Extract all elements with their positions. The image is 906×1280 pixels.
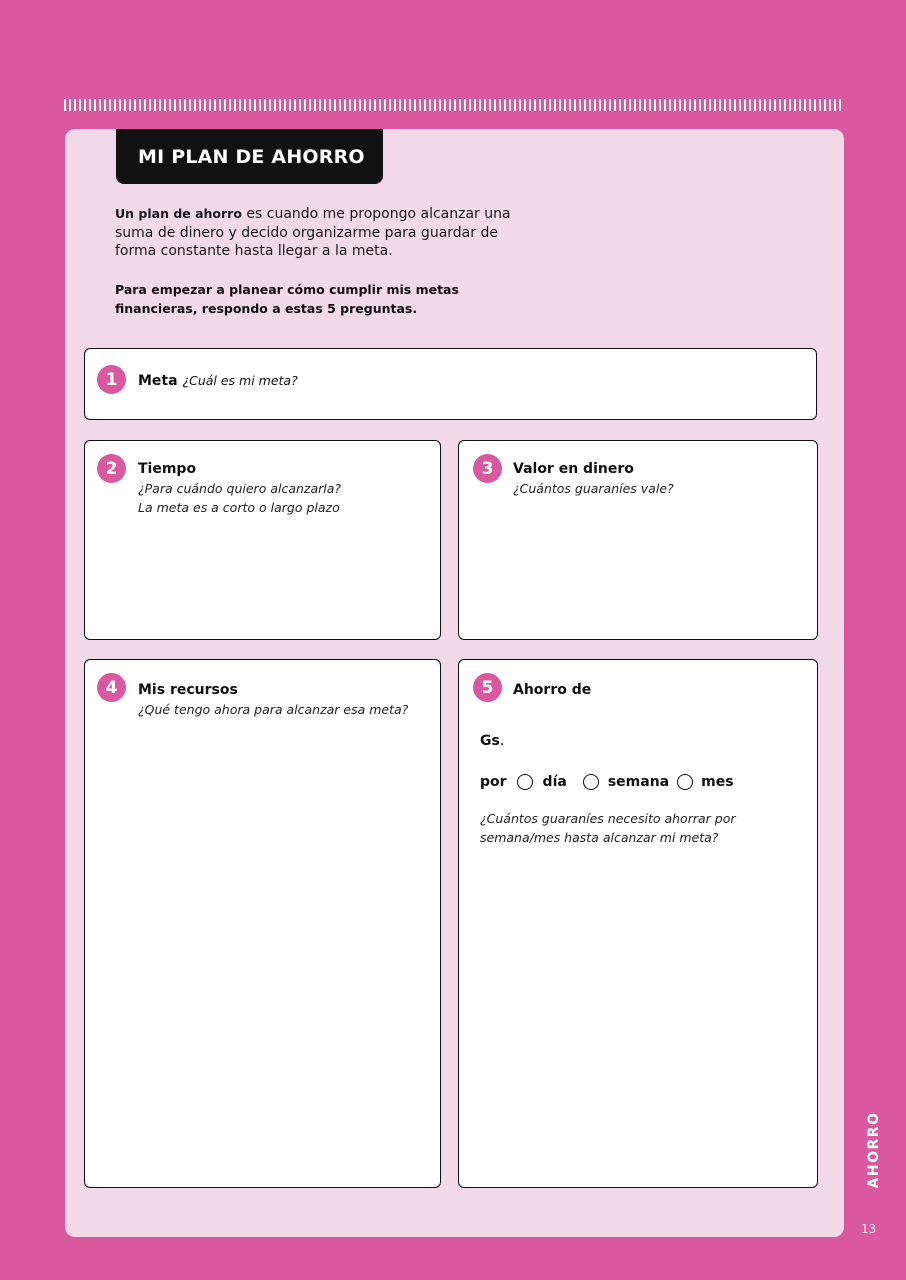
question-subtitle-valor: ¿Cuántos guaraníes vale? (513, 481, 674, 496)
ahorro-subtitle-line2: semana/mes hasta alcanzar mi meta? (480, 830, 719, 845)
section-side-label: AHORRO (866, 1111, 882, 1189)
decorative-tick-bar (64, 99, 844, 111)
intro-text: es cuando me propongo alcanzar una suma de dinero y decido organizarme para guardar de forma constante hasta llegar a la meta. (115, 206, 511, 259)
tiempo-subtitle-line2: La meta es a corto o largo plazo (138, 500, 340, 515)
question-title-ahorro: Ahorro de (513, 682, 592, 698)
page-title-text: MI PLAN DE AHORRO (138, 145, 365, 168)
question-number-badge: 1 (97, 365, 126, 394)
question-title-recursos: Mis recursos (138, 682, 238, 698)
question-title-tiempo: Tiempo (138, 461, 197, 477)
meta-subtitle: ¿Cuál es mi meta? (182, 373, 298, 388)
question-box-valor[interactable] (458, 440, 818, 640)
meta-title: Meta (138, 373, 178, 389)
radio-dia[interactable] (517, 774, 533, 790)
question-box-ahorro[interactable] (458, 659, 818, 1188)
tiempo-subtitle-line1: ¿Para cuándo quiero alcanzarla? (138, 481, 342, 496)
per-label: por (480, 774, 507, 790)
question-box-recursos[interactable] (84, 659, 441, 1188)
page-title (116, 129, 383, 184)
option-mes-label: mes (701, 774, 734, 790)
question-title-meta (138, 373, 298, 389)
page-number: 13 (861, 1222, 877, 1236)
ahorro-subtitle-line1: ¿Cuántos guaraníes necesito ahorrar por (480, 811, 736, 826)
currency-label (480, 733, 504, 749)
option-dia-label: día (542, 774, 567, 790)
radio-mes[interactable] (677, 774, 693, 790)
frequency-selector (480, 771, 734, 793)
question-title-valor: Valor en dinero (513, 461, 634, 477)
intro-paragraph (115, 205, 535, 261)
question-number-badge: 5 (473, 673, 502, 702)
question-number-badge: 2 (97, 454, 126, 483)
question-subtitle-recursos: ¿Qué tengo ahora para alcanzar esa meta? (138, 702, 409, 717)
radio-semana[interactable] (583, 774, 599, 790)
question-number-badge: 3 (473, 454, 502, 483)
currency-text: Gs (480, 733, 500, 749)
question-number-badge: 4 (97, 673, 126, 702)
option-semana-label: semana (607, 774, 670, 790)
intro-instruction: Para empezar a planear cómo cumplir mis metas financieras, respondo a estas 5 preguntas. (115, 282, 459, 316)
intro-bold-lead: Un plan de ahorro (115, 206, 242, 221)
currency-dot: . (499, 733, 505, 749)
question-subtitle-tiempo (138, 479, 341, 517)
question-subtitle-ahorro (480, 809, 735, 847)
